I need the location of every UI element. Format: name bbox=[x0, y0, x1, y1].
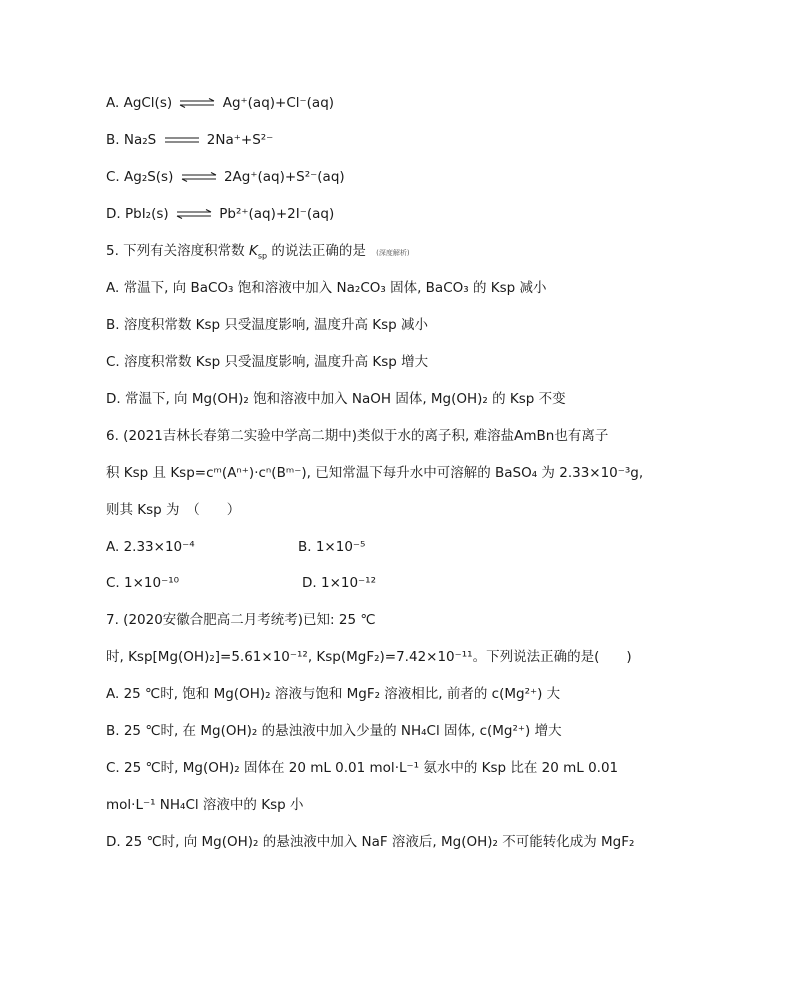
reversible-arrow-icon bbox=[179, 98, 215, 108]
q7-stem-line2: 时, Ksp[Mg(OH)₂]=5.61×10⁻¹², Ksp(MgF₂)=7.42×10⁻¹¹。下列说法正确的是( ) bbox=[106, 649, 632, 665]
q6-stem-line2: 积 Ksp 且 Ksp=cᵐ(Aⁿ⁺)·cⁿ(Bᵐ⁻), 已知常温下每升水中可溶解的 BaSO₄ 为 2.33×10⁻³g, bbox=[106, 465, 644, 481]
q5-tag: (深度解析) bbox=[376, 249, 410, 257]
q6-stem-line3: 则其 Ksp 为 （ ） bbox=[106, 502, 241, 518]
q6-option-c: C. 1×10⁻¹⁰ bbox=[106, 575, 180, 591]
ksp-symbol: K bbox=[248, 243, 258, 259]
q7-option-d: D. 25 ℃时, 向 Mg(OH)₂ 的悬浊液中加入 NaF 溶液后, Mg(OH)₂ 不可能转化成为 MgF₂ bbox=[106, 834, 635, 850]
q4-option-d-right: Pb²⁺(aq)+2I⁻(aq) bbox=[219, 206, 335, 222]
q4-option-c bbox=[106, 168, 345, 186]
q6-option-b: B. 1×10⁻⁵ bbox=[298, 539, 366, 555]
q5-stem: 5. 下列有关溶度积常数 $K_{sp}$ 的说法正确的是 (深度解析) bbox=[106, 243, 410, 261]
q7-option-c-line1: C. 25 ℃时, Mg(OH)₂ 固体在 20 mL 0.01 mol·L⁻¹ 氨水中的 Ksp 比在 20 mL 0.01 bbox=[106, 760, 619, 776]
q6-option-a: A. 2.33×10⁻⁴ bbox=[106, 539, 195, 555]
q4-option-d bbox=[106, 205, 334, 223]
reversible-arrow-icon bbox=[176, 209, 212, 219]
q4-option-b-right: 2Na⁺+S²⁻ bbox=[206, 132, 274, 148]
q7-option-a: A. 25 ℃时, 饱和 Mg(OH)₂ 溶液与饱和 MgF₂ 溶液相比, 前者的 c(Mg²⁺) 大 bbox=[106, 686, 561, 702]
q6-stem-line1: 6. (2021吉林长春第二实验中学高二期中)类似于水的离子积, 难溶盐AmBn也有离子 bbox=[106, 428, 609, 444]
q4-option-b bbox=[106, 131, 273, 149]
q5-stem-text-end: 的说法正确的是 bbox=[271, 243, 366, 259]
equals-sign-icon bbox=[164, 136, 200, 144]
reversible-arrow-icon bbox=[181, 172, 217, 182]
q5-option-d: D. 常温下, 向 Mg(OH)₂ 饱和溶液中加入 NaOH 固体, Mg(OH)₂ 的 Ksp 不变 bbox=[106, 391, 566, 407]
q4-option-b-left: B. Na₂S bbox=[106, 132, 157, 148]
q7-option-c-line2: mol·L⁻¹ NH₄Cl 溶液中的 Ksp 小 bbox=[106, 797, 304, 813]
q4-option-a bbox=[106, 94, 334, 112]
q5-option-b: B. 溶度积常数 Ksp 只受温度影响, 温度升高 Ksp 减小 bbox=[106, 317, 429, 333]
q4-option-d-left: D. PbI₂(s) bbox=[106, 206, 169, 222]
q7-option-b: B. 25 ℃时, 在 Mg(OH)₂ 的悬浊液中加入少量的 NH₄Cl 固体, c(Mg²⁺) 增大 bbox=[106, 723, 562, 739]
q5-stem-text: 5. 下列有关溶度积常数 bbox=[106, 243, 245, 259]
q4-option-c-left: C. Ag₂S(s) bbox=[106, 169, 174, 185]
q4-option-a-right: Ag⁺(aq)+Cl⁻(aq) bbox=[222, 95, 335, 111]
q4-option-c-right: 2Ag⁺(aq)+S²⁻(aq) bbox=[223, 169, 345, 185]
q7-stem-line1: 7. (2020安徽合肥高二月考统考)已知: 25 ℃ bbox=[106, 612, 376, 628]
q4-option-a-left: A. AgCl(s) bbox=[106, 95, 173, 111]
q6-option-d: D. 1×10⁻¹² bbox=[302, 575, 377, 591]
q5-option-a: A. 常温下, 向 BaCO₃ 饱和溶液中加入 Na₂CO₃ 固体, BaCO₃ 的 Ksp 减小 bbox=[106, 280, 547, 296]
q5-option-c: C. 溶度积常数 Ksp 只受温度影响, 温度升高 Ksp 增大 bbox=[106, 354, 429, 370]
